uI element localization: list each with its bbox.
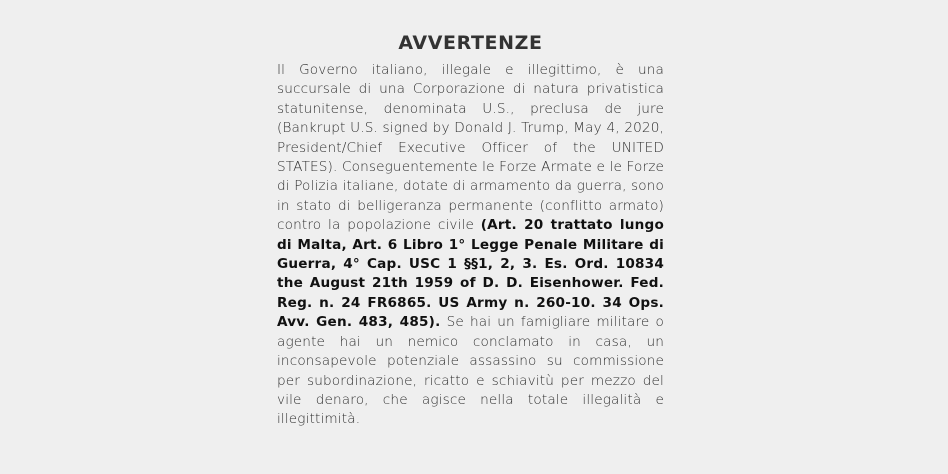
notice-text-intro: Il Governo italiano, illegale e illegittimo, è una succursale di una Corporazione di natura privatistica statunitense, denominata U.S., preclusa de jure (Bankrupt U.S. signed by Donald J. Trump, May 4, 2020, President/Chief Executive Officer of the UNITED STATES). Conseguentemente le Forze Armate e le Forze di Polizia italiane, dotate di armamento da guerra, sono in stato di belligeranza permanente (conflitto armato) contro la popolazione civile — [277, 62, 664, 234]
notice-block — [277, 29, 664, 430]
notice-legal-citation: (Art. 20 trattato lungo di Malta, Art. 6 Libro 1° Legge Penale Militare di Guerra, 4° Cap. USC 1 §§1, 2, 3. Es. Ord. 10834 the August 21th 1959 of D. D. Eisenhower. Fed. Reg. n. 24 FR6865. US Army n. 260-10. 34 Ops. Avv. Gen. 483, 485). — [277, 217, 664, 331]
notice-paragraph — [277, 61, 664, 430]
notice-text-conclusion: Se hai un famigliare militare o agente hai un nemico conclamato in casa, un inconsapevole potenziale assassino su commissione per subordinazione, ricatto e schiavitù per mezzo del vile denaro, che agisce nella totale illegalità e illegittimità. — [277, 314, 664, 428]
notice-title: AVVERTENZE — [398, 32, 543, 54]
